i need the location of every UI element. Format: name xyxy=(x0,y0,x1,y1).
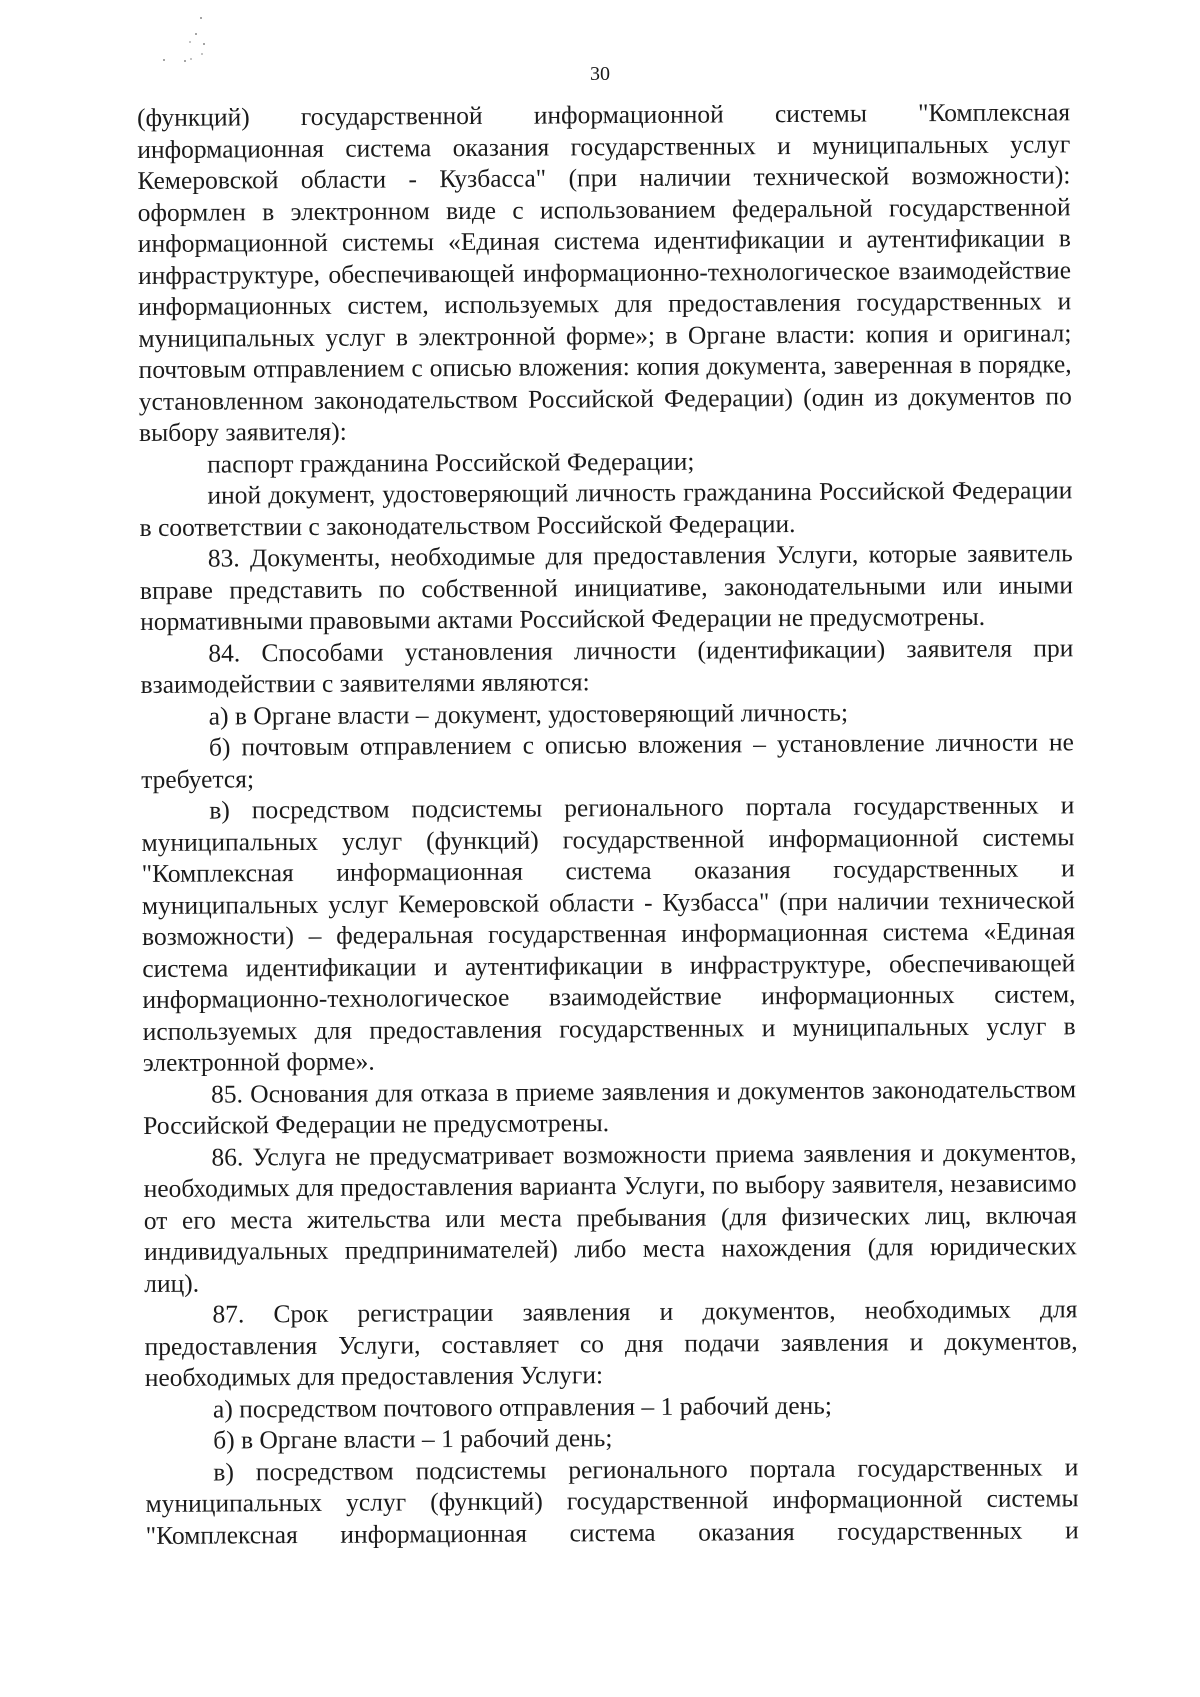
paragraph: а) в Органе власти – документ, удостоверяющий личность; xyxy=(208,697,849,731)
paragraph: 84. Способами установления личности (идентификации) заявителя при взаимодействии с заявителями являются: xyxy=(140,632,1074,699)
paragraph: 83. Документы, необходимые для предоставления Услуги, которые заявитель вправе представить по собственной инициативе, законодательными или иными нормативными правовыми актами Российской Федерации не предусмотрены. xyxy=(139,538,1074,636)
paragraph: 87. Срок регистрации заявления и документов, необходимых для предоставления Услуги, составляет со дня подачи заявления и документов, необходимых для предоставления Услуги: xyxy=(144,1294,1078,1392)
paragraph: а) посредством почтового отправления – 1 рабочий день; xyxy=(212,1390,833,1424)
document-body xyxy=(137,96,1079,1551)
paragraph: (функций) государственной информационной системы "Комплексная информационная система оказания государственных и муниципальных услуг Кемеровской области - Кузбасса" (при наличии технической возможности): оформлен в электронном виде с использованием федеральной государственной информационной системы «Единая система идентификации и аутентификации в инфраструктуре, обеспечивающей информационно-технологическое взаимодействие информационных систем, используемых для предоставления государственных и муниципальных услуг в электронной форме»; в Органе власти: копия и оригинал; почтовым отправлением с описью вложения: копия документа, заверенная в порядке, установленном законодательством Российской Федерации) (один из документов по выбору заявителя): xyxy=(137,97,1072,447)
paragraph: б) почтовым отправлением с описью вложения – установление личности не требуется; xyxy=(141,727,1075,794)
paragraph: иной документ, удостоверяющий личность гражданина Российской Федерации в соответствии с законодательством Российской Федерации. xyxy=(139,475,1073,542)
paragraph: в) посредством подсистемы регионального портала государственных и муниципальных услуг (функций) государственной информационной системы "Комплексная информационная система оказания государственных и xyxy=(145,1451,1079,1550)
paragraph: б) в Органе власти – 1 рабочий день; xyxy=(213,1423,613,1455)
paragraph: 86. Услуга не предусматривает возможности приема заявления и документов, необходимых для предоставления варианта Услуги, по выбору заявителя, независимо от его места жительства или места пребывания (для физических лиц, включая индивидуальных предпринимателей) либо места нахождения (для юридических лиц). xyxy=(143,1136,1078,1298)
paragraph: 85. Основания для отказа в приеме заявления и документов законодательством Российской Федерации не предусмотрены. xyxy=(143,1073,1077,1140)
paragraph: паспорт гражданина Российской Федерации; xyxy=(207,446,695,479)
page-number: 30 xyxy=(590,63,610,85)
paragraph: в) посредством подсистемы регионального портала государственных и муниципальных услуг (функций) государственной информационной системы "Комплексная информационная система оказания государственных и муниципальных услуг Кемеровской области - Кузбасса" (при наличии технической возможности) – федеральная государственная информационная система «Единая система идентификации и аутентификации в инфраструктуре, обеспечивающей информационно-технологическое взаимодействие информационных систем, используемых для предоставления государственных и муниципальных услуг в электронной форме». xyxy=(141,790,1076,1077)
